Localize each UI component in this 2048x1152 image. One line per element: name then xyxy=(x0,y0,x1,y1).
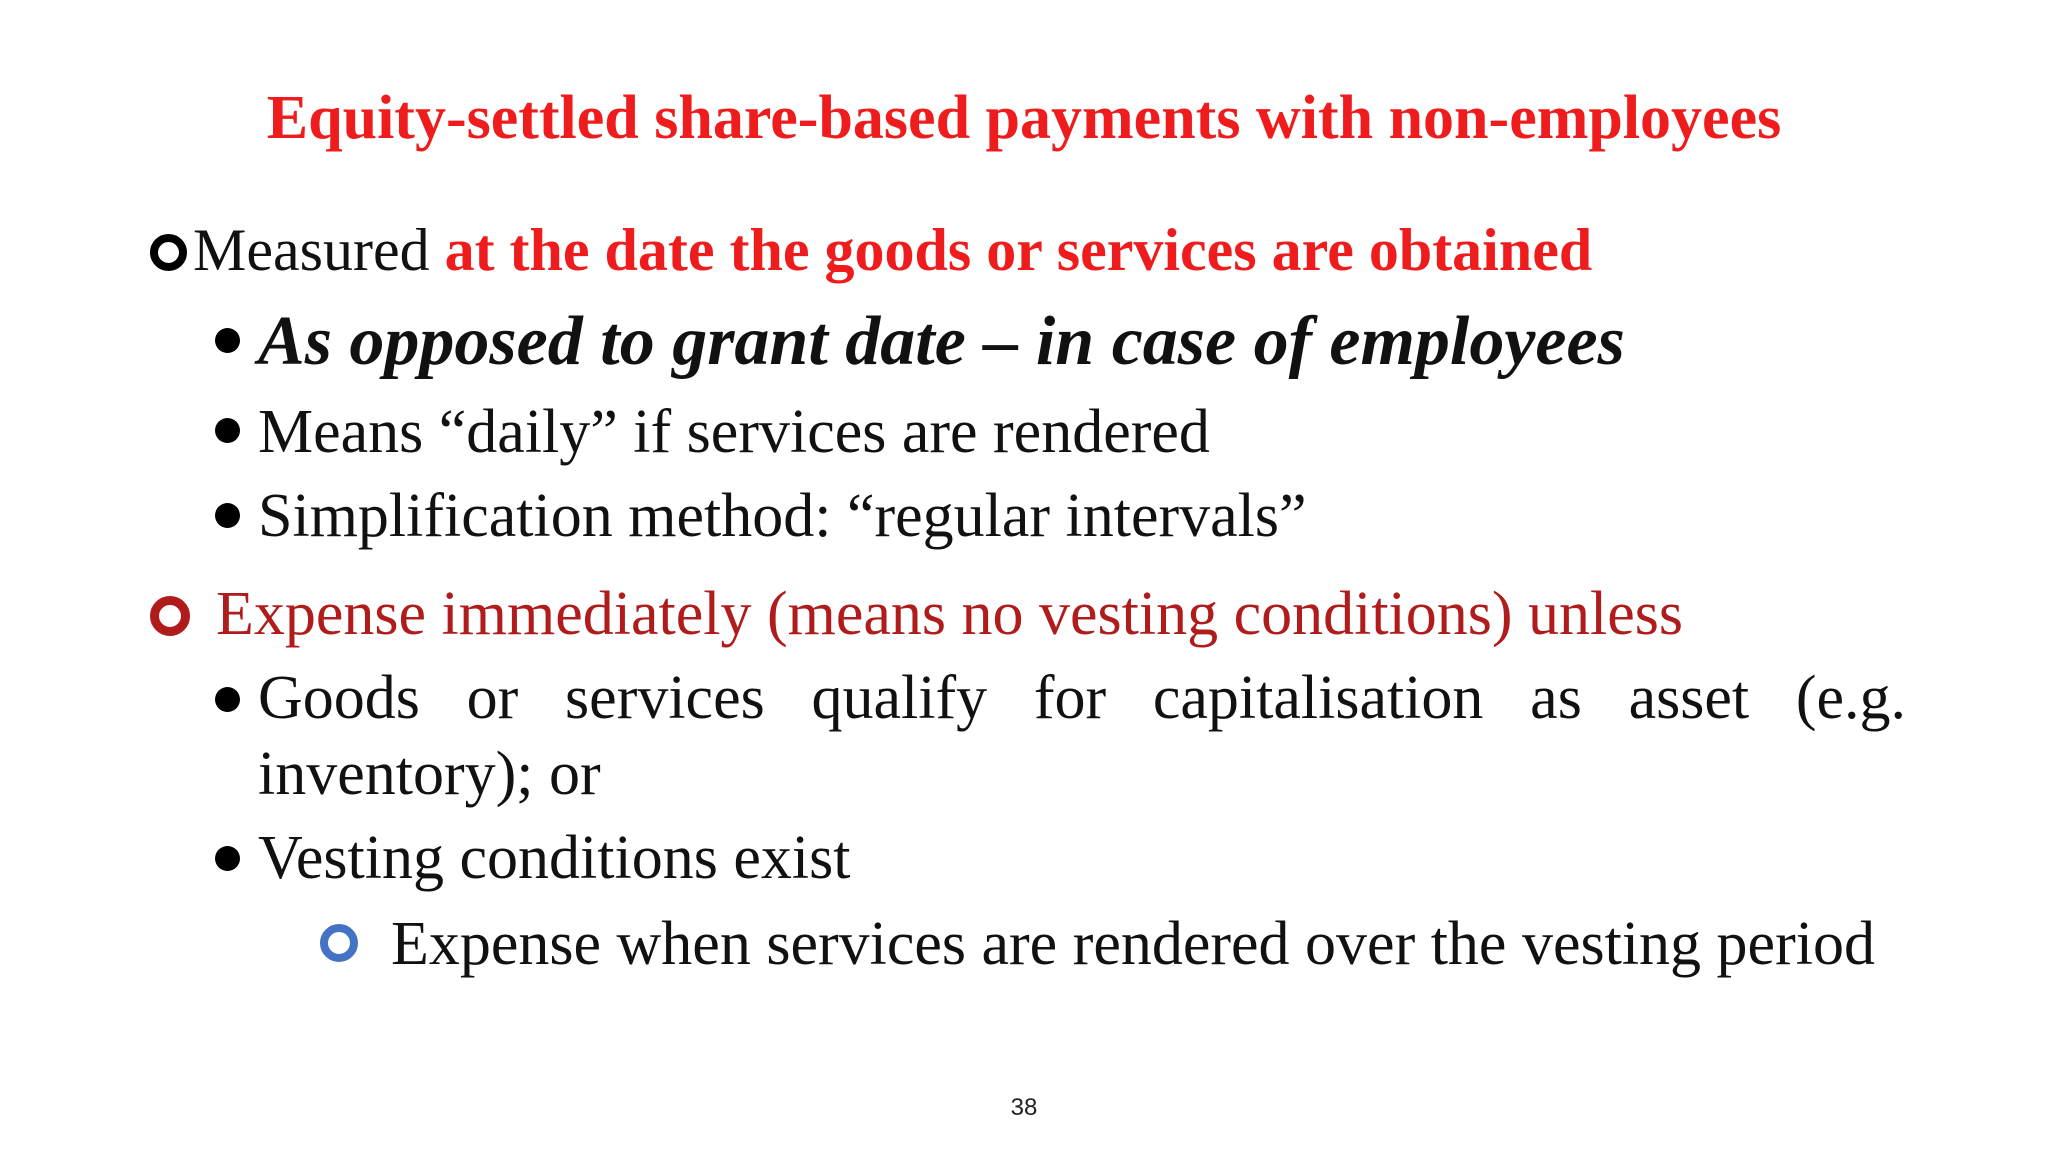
sub-bullet-daily: Means “daily” if services are rendered xyxy=(258,398,1210,466)
measured-emphasis-text: at the date the goods or services are obtained xyxy=(444,217,1593,283)
page-number: 38 xyxy=(1010,1094,1038,1121)
sub-bullet-capitalisation: Goods or services qualify for capitalisation as asset (e.g. inventory); or xyxy=(258,664,1906,808)
bullet-point-expense-immediately xyxy=(150,574,1683,654)
sub-bullet-regular-intervals: Simplification method: “regular intervals” xyxy=(258,482,1307,550)
bullet-dot-icon xyxy=(215,846,240,871)
bullet-dot-icon xyxy=(215,687,240,712)
ring-bullet-icon xyxy=(150,596,190,636)
bullet-dot-icon xyxy=(215,418,240,443)
sub-bullet-grant-date: As opposed to grant date – in case of employees xyxy=(258,303,1625,380)
expense-immediately-text: Expense immediately (means no vesting conditions) unless xyxy=(216,580,1684,648)
sub-bullet-vesting-conditions: Vesting conditions exist xyxy=(258,824,851,892)
bullet-dot-icon xyxy=(215,328,240,353)
bullet-point-measured xyxy=(150,212,1592,288)
bullet-dot-icon xyxy=(215,503,240,528)
slide-title: Equity-settled share-based payments with non-employees xyxy=(266,84,1782,152)
measured-lead-text: Measured xyxy=(193,217,430,283)
sub-sub-bullet-vesting-period: Expense when services are rendered over the vesting period xyxy=(391,910,1875,978)
ring-bullet-icon xyxy=(150,234,187,271)
